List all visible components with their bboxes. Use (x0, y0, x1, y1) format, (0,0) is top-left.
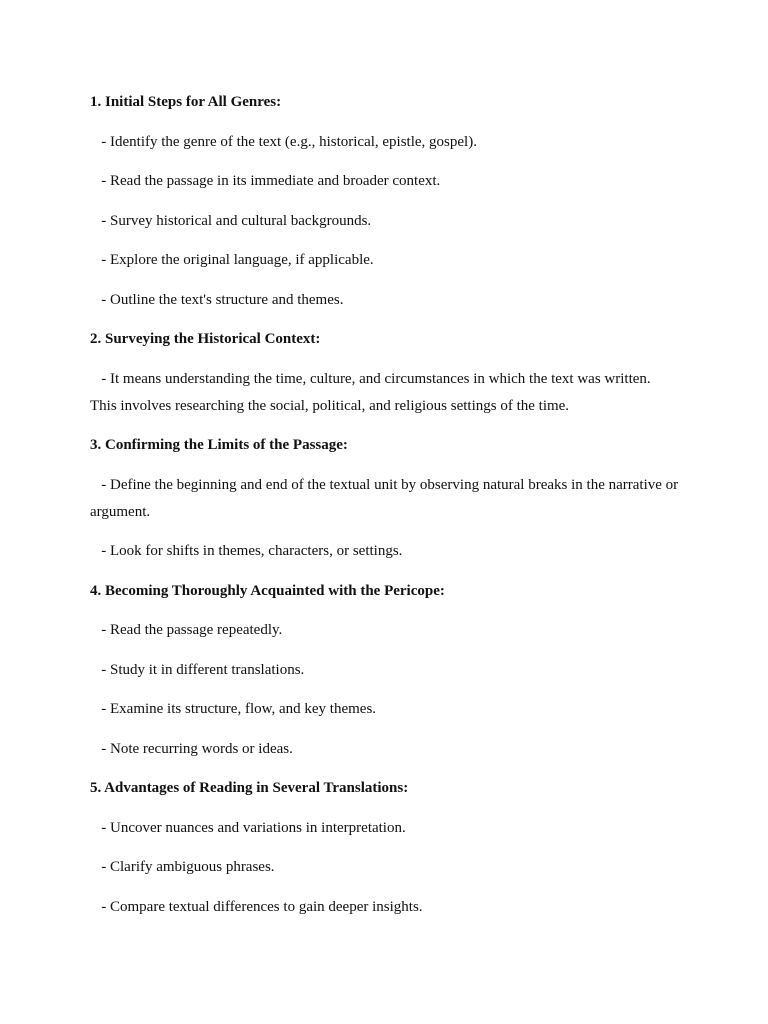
list-item: - Survey historical and cultural backgrounds. (90, 212, 372, 229)
section-heading: 2. Surveying the Historical Context: (90, 331, 321, 347)
section-several-translations (90, 775, 680, 921)
list-item: - Define the beginning and end of the textual unit by observing natural breaks in the narrative or argument. (90, 476, 682, 520)
list-item: - Outline the text's structure and themes. (90, 291, 344, 308)
section-heading: 3. Confirming the Limits of the Passage: (90, 437, 348, 453)
list-item: - Clarify ambiguous phrases. (90, 859, 275, 875)
list-item: - Compare textual differences to gain deeper insights. (90, 898, 423, 915)
section-heading: 4. Becoming Thoroughly Acquainted with the Pericope: (90, 582, 445, 599)
list-item: - Read the passage in its immediate and broader context. (90, 173, 441, 189)
section-initial-steps (90, 89, 680, 314)
section-heading: 5. Advantages of Reading in Several Translations: (90, 780, 409, 796)
list-item: - Explore the original language, if applicable. (90, 252, 374, 268)
section-historical-context (90, 326, 680, 420)
section-heading: 1. Initial Steps for All Genres: (90, 94, 282, 110)
list-item: - It means understanding the time, culture, and circumstances in which the text was written. This involves researching the social, political, and religious settings of the time. (90, 370, 655, 414)
section-acquainted-with-pericope (90, 578, 680, 763)
list-item: - Read the passage repeatedly. (90, 622, 283, 638)
document-page (90, 89, 680, 933)
list-item: - Identify the genre of the text (e.g., historical, epistle, gospel). (90, 133, 477, 150)
section-limits-of-passage (90, 432, 680, 565)
list-item: - Examine its structure, flow, and key themes. (90, 701, 377, 717)
list-item: - Look for shifts in themes, characters, or settings. (90, 543, 403, 559)
list-item: - Uncover nuances and variations in interpretation. (90, 819, 406, 836)
list-item: - Study it in different translations. (90, 661, 305, 678)
list-item: - Note recurring words or ideas. (90, 740, 293, 757)
